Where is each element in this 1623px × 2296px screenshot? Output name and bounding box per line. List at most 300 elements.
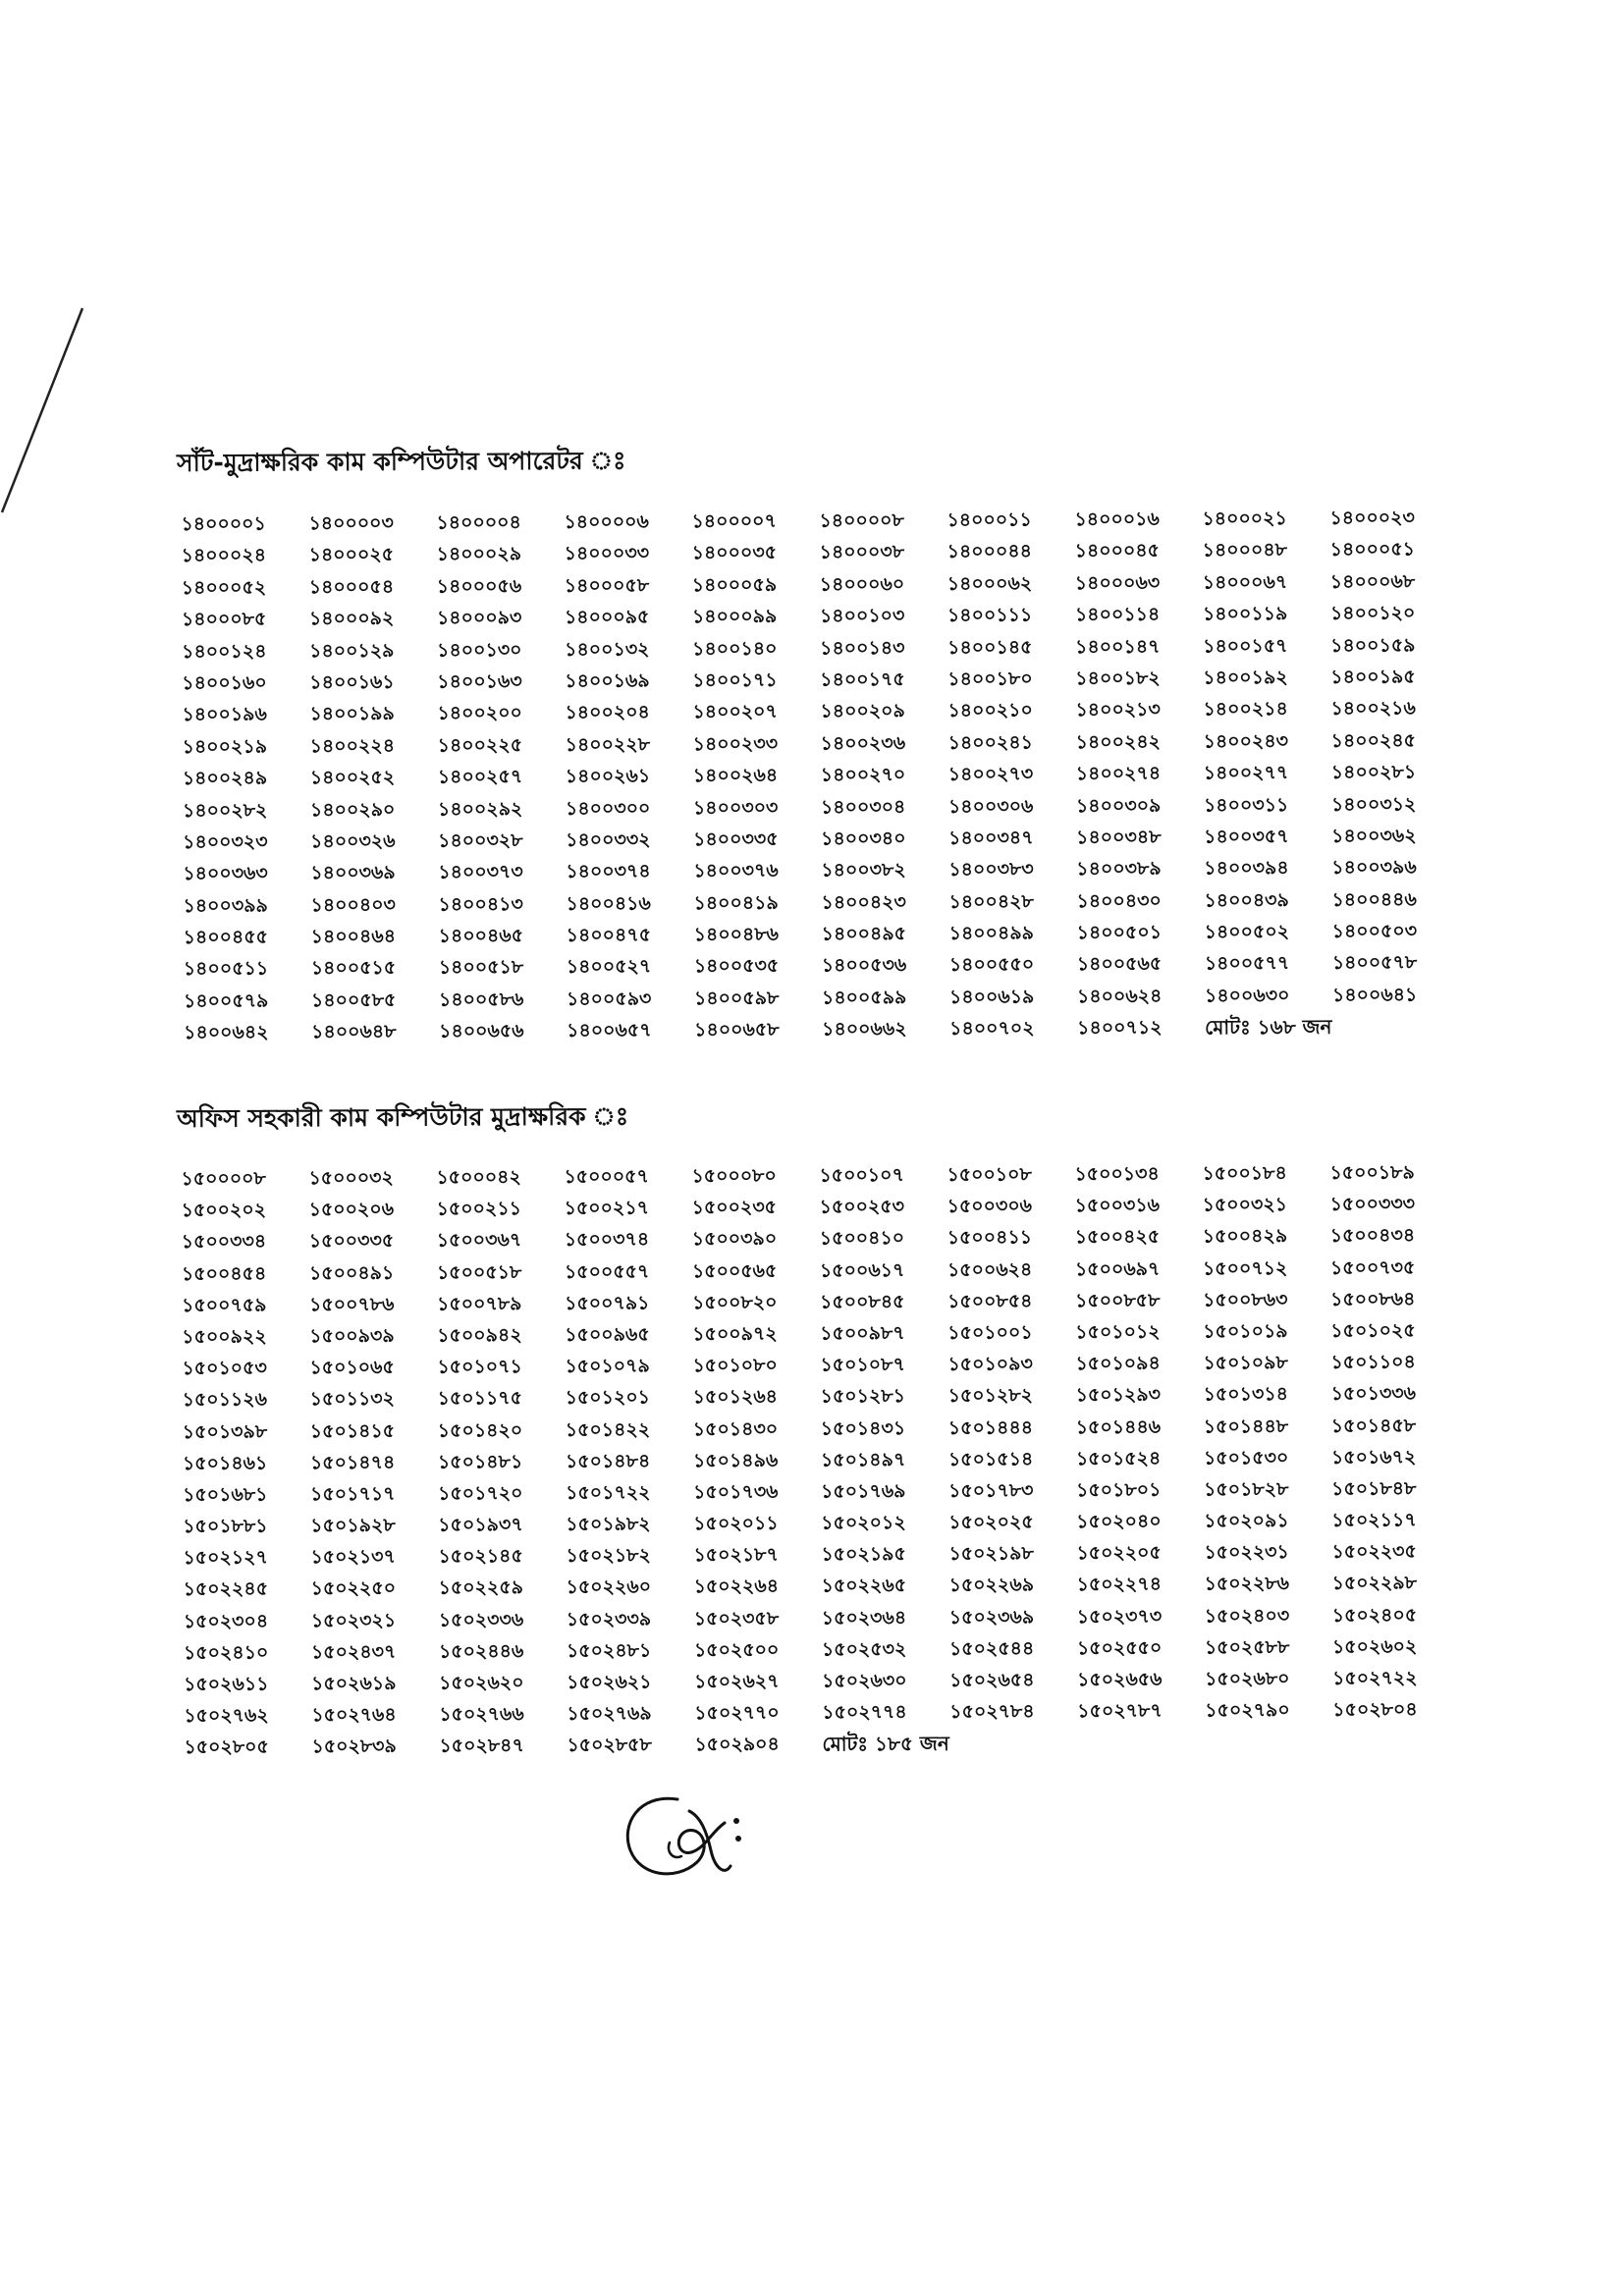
roll-number-list [181, 502, 1513, 1049]
roll-number: ১৪০০০৬৮ [1329, 570, 1416, 593]
roll-number: ১৪০০০০১ [181, 512, 266, 535]
roll-number: ১৫০১০৫৩ [182, 1357, 267, 1380]
roll-number: ১৫০০৩২১ [1202, 1194, 1288, 1216]
roll-number: ১৫০২৭৭৪ [822, 1701, 907, 1724]
roll-number: ১৫০২৫০০ [693, 1638, 780, 1662]
roll-number: ১৪০০২১৯ [182, 735, 268, 758]
roll-number: ১৫০২০৯১ [1204, 1510, 1289, 1532]
roll-number: ১৪০০৪৯৯ [948, 922, 1035, 944]
roll-number: ১৪০০৪৭৫ [566, 924, 652, 946]
roll-number: ১৪০০৪৩০ [1076, 889, 1162, 912]
roll-number: ১৫০০৯৮৭ [820, 1322, 905, 1345]
roll-number: ১৪০০২৪৯ [182, 767, 268, 790]
roll-number: ১৪০০৬৬২ [822, 1018, 907, 1041]
roll-number: ১৪০০২৭৭ [1203, 762, 1289, 784]
roll-number: ১৪০০১৭১ [692, 668, 778, 692]
roll-number: ১৫০০২১৭ [564, 1197, 650, 1220]
roll-number: ১৫০২২০৫ [1076, 1541, 1162, 1565]
roll-number: ১৫০২১৮২ [566, 1544, 651, 1568]
roll-number: ১৪০০২২৮ [565, 733, 651, 756]
roll-number: ১৫০১৭৬৯ [821, 1479, 906, 1503]
roll-number: ১৫০১৭২০ [438, 1482, 523, 1505]
roll-number: ১৫০২৩৬৪ [821, 1606, 907, 1629]
roll-number: ১৫০০৭৩৫ [1329, 1255, 1416, 1279]
roll-number: ১৫০১১২৬ [182, 1388, 268, 1412]
section-office-assistant-typist [175, 1093, 1514, 1764]
roll-number: ১৫০২২৬৯ [948, 1574, 1035, 1597]
roll-number: ১৫০০৫১৮ [436, 1260, 522, 1284]
roll-number: ১৫০২৬২১ [567, 1671, 652, 1693]
roll-number: ১৫০১৭৮৩ [948, 1479, 1034, 1502]
roll-number: ১৪০০১৩২ [565, 638, 650, 661]
roll-number: ১৫০১৯৩৭ [438, 1514, 523, 1536]
roll-number: ১৪০০২৩৬ [820, 731, 906, 755]
roll-number: ১৫০০৩৩৫ [308, 1230, 395, 1253]
roll-number: ১৪০০৫৭৮ [1331, 951, 1418, 975]
roll-number: ১৫০১৫৩০ [1203, 1446, 1289, 1469]
roll-number: ১৫০১৬৭২ [1330, 1446, 1417, 1468]
roll-number: ১৫০০৪৫৪ [181, 1262, 267, 1285]
roll-number: ১৫০২২৬৪ [693, 1575, 780, 1598]
roll-number: ১৪০০০৯৩ [436, 607, 522, 629]
roll-number: ১৪০০৩৪৭ [948, 827, 1034, 849]
roll-number: ১৪০০০১১ [947, 508, 1032, 531]
roll-number: ১৫০২৮৩৯ [311, 1735, 397, 1758]
roll-number: ১৪০০৩০৬ [947, 794, 1034, 818]
roll-number: ১৪০০২৬৪ [692, 764, 779, 787]
roll-number: ১৪০০১৭৫ [820, 668, 905, 691]
roll-number: ১৫০২৮০৪ [1332, 1698, 1418, 1722]
roll-number: ১৫০২১৯৮ [948, 1542, 1034, 1566]
roll-number: ১৪০০১২৪ [182, 640, 267, 663]
roll-number: ১৪০০০২৫ [308, 544, 395, 566]
roll-number: ১৪০০৩২৩ [183, 830, 268, 853]
roll-number: ১৪০০৩০০ [565, 796, 651, 820]
roll-number: ১৫০০৪৩৪ [1329, 1224, 1416, 1248]
roll-number: ১৫০২২৩১ [1204, 1541, 1289, 1564]
roll-number: ১৪০০১১৪ [1074, 603, 1161, 626]
roll-number: ১৫০০৭৮৯ [437, 1292, 522, 1315]
roll-number: ১৫০১৪৩১ [820, 1416, 906, 1440]
roll-number: ১৫০২৬৫৪ [949, 1669, 1035, 1691]
roll-number: ১৫০১৪৬১ [182, 1452, 268, 1474]
roll-number: ১৫০০৯২২ [182, 1325, 267, 1348]
roll-number: ১৫০১০৭৯ [565, 1355, 650, 1378]
roll-number: ১৪০০২১৪ [1203, 698, 1288, 721]
roll-number: ১৫০১৮০১ [1076, 1478, 1162, 1502]
roll-number: ১৫০০৫৬৫ [691, 1259, 778, 1282]
roll-number: ১৪০০০৮৫ [181, 608, 267, 631]
roll-number: ১৫০২৯০৪ [694, 1734, 780, 1756]
roll-number: ১৪০০৪৩৯ [1204, 888, 1289, 912]
roll-number: ১৫০২৩২১ [310, 1609, 397, 1631]
roll-number: ১৫০০১০৭ [819, 1164, 904, 1187]
roll-number: ১৫০২৫৮৮ [1204, 1635, 1290, 1659]
roll-number: ১৫০১২৯৩ [1075, 1384, 1162, 1407]
roll-number: ১৪০০১৬৯ [565, 669, 650, 692]
roll-number: ১৪০০৩৮২ [821, 859, 906, 881]
roll-number: ১৪০০৪১৩ [438, 892, 523, 916]
roll-number: ১৫০১১৭৫ [437, 1387, 523, 1410]
roll-number: ১৪০০০৩৩ [564, 542, 650, 565]
roll-number: ১৪০০১২৯ [309, 639, 395, 662]
roll-number: ১৫০০৮৫৮ [1075, 1289, 1161, 1311]
roll-number: ১৪০০২৮১ [1330, 761, 1417, 783]
roll-number: ১৪০০২৭০ [820, 764, 906, 786]
roll-number: ১৪০০১৬০ [182, 671, 267, 694]
roll-number: ১৪০০৫০২ [1204, 921, 1290, 943]
total-count: মোটঃ ১৬৮ জন [1205, 1015, 1332, 1040]
roll-number: ১৫০২৬১১ [184, 1673, 269, 1695]
roll-number: ১৫০২২৮৬ [1204, 1573, 1290, 1595]
roll-number: ১৫০২৪৮১ [566, 1639, 652, 1662]
roll-number: ১৪০০৪৬৪ [310, 925, 397, 948]
roll-number: ১৫০০৮৫৪ [947, 1290, 1033, 1312]
roll-number: ১৪০০৪৬৫ [438, 925, 524, 947]
roll-number: ১৪০০১১৯ [1202, 603, 1288, 625]
roll-number: ১৪০০৩৪৮ [1076, 826, 1162, 849]
roll-number: ১৫০১৪৭৪ [309, 1451, 396, 1473]
roll-number: ১৪০০২৪২ [1075, 730, 1162, 753]
roll-number: ১৫০১৪৮৪ [565, 1450, 651, 1472]
roll-number: ১৪০০৩০৯ [1075, 794, 1162, 817]
roll-number: ১৫০০৮৬৪ [1330, 1288, 1416, 1310]
roll-number: ১৫০২৭৮৪ [949, 1700, 1035, 1724]
roll-number: ১৪০০০৫৮ [564, 574, 650, 597]
roll-number: ১৫০০৭৮৬ [309, 1293, 395, 1316]
roll-number: ১৪০০২০৯ [820, 700, 905, 722]
roll-number: ১৫০১২০১ [565, 1386, 651, 1410]
roll-number: ১৪০০৫১৮ [438, 956, 524, 980]
roll-number: ১৫০১৭১৭ [310, 1482, 396, 1506]
roll-number: ১৪০০৩৩৫ [693, 828, 779, 851]
section-heading: অফিস সহকারী কাম কম্পিউটার মুদ্রাক্ষরিক ঃ [177, 1101, 629, 1133]
roll-number: ১৪০০৪৮৬ [693, 923, 780, 946]
roll-number: ১৫০০৯৭২ [692, 1322, 778, 1346]
roll-number: ১৫০২৬৮০ [1205, 1668, 1290, 1690]
roll-number: ১৫০০৯৬৫ [565, 1323, 650, 1346]
roll-number: ১৪০০১৫৭ [1203, 634, 1288, 658]
signature [617, 1782, 754, 1890]
roll-number: ১৫০২৫৫০ [1076, 1636, 1163, 1660]
roll-number: ১৫০১৪৩০ [692, 1417, 779, 1440]
roll-number: ১৪০০০৫২ [181, 576, 267, 599]
roll-number: ১৪০০৫৬৫ [1076, 953, 1163, 976]
roll-number: ১৫০০০৩২ [308, 1166, 394, 1190]
roll-number: ১৪০০৬২৪ [1076, 985, 1163, 1008]
roll-number: ১৪০০০৫৯ [691, 573, 778, 597]
roll-number: ১৪০০০১৬ [1074, 507, 1160, 531]
roll-number: ১৫০১২৬৪ [692, 1386, 779, 1409]
roll-number: ১৫০২২৫৯ [438, 1576, 524, 1600]
roll-number: ১৪০০০৯২ [308, 608, 395, 630]
roll-number: ১৫০০৭১২ [1202, 1256, 1288, 1280]
roll-number: ১৫০০৪১১ [947, 1226, 1033, 1250]
roll-number: ১৫০২২৫০ [310, 1577, 397, 1600]
roll-number: ১৫০০৮২০ [692, 1291, 778, 1313]
roll-number: ১৪০০০৬২ [947, 572, 1033, 595]
roll-number: ১৫০০১৮৯ [1329, 1161, 1415, 1184]
roll-number: ১৫০০৫৫৭ [564, 1260, 650, 1283]
roll-number: ১৫০১০২৫ [1330, 1319, 1416, 1342]
roll-number: ১৪০০২২৪ [309, 734, 396, 758]
roll-number: ১৫০১৫১৪ [947, 1448, 1034, 1470]
roll-number: ১৫০২৩৬৯ [948, 1606, 1035, 1629]
roll-number: ১৫০১৬৮১ [183, 1483, 268, 1506]
roll-number: ১৪০০৫৯৮ [693, 987, 780, 1010]
roll-number: ১৫০২৪০৩ [1204, 1604, 1290, 1628]
roll-number: ১৪০০০২৪ [181, 544, 267, 567]
roll-number: ১৫০০৭৯১ [565, 1292, 650, 1314]
roll-number: ১৪০০৩১২ [1330, 792, 1417, 816]
roll-number: ১৫০১৫২৪ [1075, 1447, 1162, 1469]
roll-number: ১৪০০৫৩৬ [821, 954, 907, 978]
roll-number: ১৫০২৪৩৭ [310, 1640, 397, 1664]
roll-number: ১৪০০৩৭৬ [693, 860, 779, 882]
roll-number: ১৪০০৪১৬ [566, 892, 651, 915]
roll-number: ১৪০০০০৭ [691, 509, 777, 533]
roll-number: ১৫০০১০৮ [947, 1163, 1032, 1186]
roll-number: ১৪০০৬৪৮ [311, 1021, 397, 1043]
roll-number: ১৫০২০১২ [821, 1512, 906, 1534]
roll-number: ১৪০০৪২৩ [821, 890, 906, 914]
roll-number: ১৫০২৬৫৬ [1077, 1668, 1163, 1691]
roll-number: ১৫০১০৯৩ [947, 1353, 1033, 1376]
roll-number: ১৫০২৫৩২ [821, 1637, 907, 1661]
roll-number: ১৫০০৯৩৯ [309, 1324, 395, 1348]
roll-number: ১৫০২২৭৪ [1076, 1574, 1163, 1596]
roll-number: ১৪০০২৫৭ [437, 766, 523, 788]
roll-number: ১৪০০৫০১ [1076, 921, 1163, 944]
roll-number: ১৪০০৬১৯ [948, 986, 1035, 1008]
roll-number: ১৫০২২৪৫ [183, 1577, 269, 1601]
section-stenographer-computer-operator [175, 437, 1513, 1049]
roll-number: ১৫০০৪২৫ [1074, 1226, 1161, 1249]
roll-number: ১৫০২২৬৫ [821, 1575, 907, 1597]
roll-number: ১৪০০১৮০ [947, 667, 1033, 690]
roll-number: ১৪০০৪৪৬ [1331, 888, 1417, 911]
roll-number: ১৪০০৫৮৬ [438, 988, 524, 1011]
roll-number: ১৪০০৩৫৭ [1204, 825, 1289, 848]
roll-number: ১৫০০০৫৭ [564, 1165, 649, 1188]
roll-number: ১৪০০২৩৩ [692, 732, 779, 755]
roll-number: ১৫০১৪৪৮ [1203, 1415, 1289, 1438]
roll-number: ১৫০১০৬৫ [309, 1356, 395, 1379]
roll-number: ১৪০০০৬৭ [1202, 570, 1288, 594]
roll-number: ১৪০০০৪৫ [1074, 540, 1161, 562]
roll-number: ১৫০১৯৮২ [566, 1513, 651, 1535]
roll-number: ১৫০১৪৪৬ [1075, 1415, 1162, 1438]
roll-number: ১৫০০৪১০ [819, 1227, 905, 1250]
roll-number: ১৫০১৪২২ [565, 1417, 651, 1441]
roll-number: ১৫০১৩৯৮ [182, 1420, 268, 1443]
roll-number: ১৫০১৭২২ [566, 1481, 651, 1504]
roll-number: ১৪০০৩৩২ [566, 828, 651, 851]
roll-number: ১৫০২৬৩০ [822, 1670, 907, 1692]
roll-number: ১৫০২৩৫৮ [693, 1607, 780, 1629]
roll-number: ১৪০০৩৬২ [1331, 825, 1417, 847]
roll-number: ১৫০২৭২২ [1332, 1667, 1418, 1689]
roll-number: ১৪০০০২১ [1202, 507, 1287, 530]
roll-number: ১৫০০৯৪২ [437, 1324, 522, 1347]
roll-number: ১৪০০০৫১ [1329, 538, 1416, 561]
roll-number: ১৪০০০০৪ [436, 511, 521, 534]
roll-number: ১৫০০০০৮ [181, 1167, 266, 1190]
roll-number: ১৫০০২১১ [436, 1198, 522, 1220]
roll-number: ১৪০০৫৭৭ [1204, 952, 1290, 975]
roll-number: ১৪০০২৭৩ [947, 763, 1034, 786]
roll-number: ১৪০০০৪৪ [947, 540, 1033, 563]
roll-number: ১৫০২০৪০ [1076, 1510, 1162, 1533]
roll-number: ১৪০০৪২৮ [948, 890, 1034, 913]
roll-number-list [181, 1156, 1513, 1764]
roll-number: ১৪০০৬৪১ [1331, 984, 1418, 1006]
roll-number: ১৪০০১৯৫ [1330, 666, 1416, 688]
roll-number: ১৪০০১২০ [1329, 602, 1416, 625]
roll-number: ১৪০০২৫২ [309, 766, 396, 789]
roll-number: ১৪০০৬৫৬ [439, 1020, 524, 1042]
roll-number: ১৪০০৬৩০ [1204, 984, 1290, 1007]
roll-number: ১৪০০৬৪২ [184, 1021, 269, 1044]
roll-number: ১৫০১৪৮১ [437, 1450, 523, 1473]
roll-number: ১৫০২৬২৭ [694, 1670, 780, 1693]
roll-number: ১৪০০০৯৯ [691, 605, 778, 628]
roll-number: ১৫০২২৩৫ [1331, 1540, 1417, 1564]
roll-number: ১৪০০৩২৮ [438, 829, 523, 852]
roll-number: ১৫০০৩৭৪ [564, 1228, 650, 1252]
roll-number: ১৫০১২৮১ [820, 1385, 906, 1408]
roll-number: ১৪০০০৫৬ [436, 574, 522, 598]
roll-number: ১৪০০৩৭৩ [438, 861, 523, 883]
roll-number: ১৫০২৩০৪ [183, 1610, 269, 1632]
roll-number: ১৪০০৩৯৬ [1331, 856, 1417, 880]
roll-number: ১৫০১১০৪ [1330, 1351, 1416, 1373]
roll-number: ১৪০০২৮২ [182, 799, 268, 822]
roll-number: ১৪০০১৫৯ [1330, 633, 1416, 657]
roll-number: ১৫০০২০২ [181, 1199, 267, 1222]
roll-number: ১৪০০৪৯৫ [821, 923, 907, 945]
roll-number: ১৪০০১৪৫ [947, 635, 1033, 659]
roll-number: ১৫০২৬২০ [439, 1672, 524, 1694]
roll-number: ১৪০০২৪৫ [1330, 729, 1417, 752]
roll-number: ১৪০০০৩৮ [819, 541, 905, 563]
roll-number: ১৫০২১৩৭ [310, 1546, 396, 1569]
roll-number: ১৪০০৫৭৯ [183, 989, 269, 1012]
roll-number: ১৪০০১৯৯ [309, 703, 395, 725]
roll-number: ১৫০২৭৬২ [184, 1704, 269, 1728]
roll-number: ১৪০০৫৩৫ [693, 955, 780, 978]
roll-number: ১৫০১৩৩৬ [1330, 1382, 1417, 1406]
roll-number: ১৪০০১৩০ [437, 638, 522, 662]
roll-number: ১৫০২৫৪৪ [948, 1637, 1035, 1660]
roll-number: ১৫০২৮৪৭ [439, 1735, 524, 1757]
roll-number: ১৪০০২১০ [947, 699, 1033, 722]
roll-number: ১৫০০৮৪৫ [820, 1290, 905, 1313]
roll-number: ১৫০০৩৩৪ [181, 1230, 267, 1254]
roll-number: ১৪০০৩৬৯ [310, 862, 396, 884]
roll-number: ১৪০০২১৩ [1075, 699, 1161, 721]
roll-number: ১৪০০৪১৯ [693, 891, 779, 914]
roll-number: ১৪০০০০৩ [308, 511, 394, 535]
roll-number: ১৪০০১৪০ [692, 637, 778, 660]
roll-number: ১৫০১৮৪৮ [1331, 1477, 1417, 1500]
roll-number: ১৪০০৩২৬ [310, 829, 396, 853]
roll-number: ১৪০০৫৯৯ [821, 986, 907, 1009]
roll-number: ১৫০১০৯৪ [1075, 1352, 1161, 1375]
roll-number: ১৫০২৩৩৯ [566, 1608, 652, 1630]
roll-number: ১৫০০৩৬৭ [436, 1229, 522, 1252]
section-heading: সাঁট-মুদ্রাক্ষরিক কাম কম্পিউটার অপারেটর ঃ [177, 446, 626, 477]
roll-number: ১৫০১৪৪৪ [947, 1415, 1034, 1439]
roll-number: ১৫০০৩৩৩ [1329, 1193, 1416, 1216]
roll-number: ১৫০০৬১৭ [819, 1258, 905, 1282]
roll-number: ১৫০২৭৭০ [694, 1701, 780, 1725]
roll-number: ১৪০০১৪৩ [820, 636, 905, 660]
roll-number: ১৫০০৬২৪ [947, 1257, 1033, 1281]
roll-number: ১৫০১৪১৫ [309, 1419, 396, 1442]
roll-number: ১৪০০৫৮৫ [310, 988, 397, 1012]
roll-number: ১৫০০৪২৯ [1202, 1225, 1288, 1248]
roll-number: ১৪০০৫১১ [183, 957, 269, 981]
roll-number: ১৫০০৬৯৭ [1074, 1257, 1161, 1280]
roll-number: ১৫০২৭৮৭ [1077, 1699, 1163, 1723]
roll-number: ১৫০০১৮৪ [1202, 1162, 1287, 1185]
roll-number: ১৫০০৮৬৩ [1203, 1288, 1288, 1311]
roll-number: ১৪০০০২৯ [436, 543, 522, 565]
roll-number: ১৫০১২৮২ [947, 1384, 1034, 1408]
roll-number: ১৫০২৬০২ [1331, 1635, 1418, 1658]
roll-number: ১৫০২৭৬৬ [439, 1703, 524, 1726]
roll-number: ১৫০০১৩৪ [1074, 1162, 1160, 1186]
roll-number: ১৪০০৬৫৭ [567, 1019, 652, 1042]
roll-number: ১৪০০১০৩ [819, 605, 905, 627]
roll-number: ১৫০১৪৯৭ [820, 1448, 906, 1471]
roll-number: ১৫০২৮০৫ [184, 1735, 269, 1759]
roll-number: ১৪০০০৬০ [819, 572, 905, 596]
roll-number: ১৪০০৫৯৩ [566, 988, 652, 1010]
roll-number: ১৫০২২৯৮ [1331, 1572, 1418, 1595]
roll-number: ১৪০০৩৭৪ [566, 860, 651, 883]
roll-number: ১৫০২০১১ [693, 1512, 779, 1535]
roll-number: ১৫০২৭৯০ [1205, 1699, 1290, 1722]
roll-number: ১৪০০০০৬ [564, 510, 649, 533]
roll-number: ১৫০১০১২ [1075, 1320, 1161, 1344]
roll-number: ১৪০০৬৫৮ [694, 1019, 780, 1041]
roll-number: ১৪০০২৪১ [947, 731, 1034, 754]
roll-number: ১৪০০৪৫৫ [183, 926, 269, 949]
roll-number: ১৫০০৩৯০ [691, 1228, 778, 1251]
roll-number: ১৫০২১২৭ [183, 1546, 268, 1570]
roll-number: ১৫০২৬১৯ [311, 1672, 397, 1695]
roll-number: ১৫০২৪০৫ [1331, 1604, 1418, 1627]
roll-number: ১৪০০৫২৭ [566, 955, 652, 979]
roll-number: ১৪০০১৯৬ [182, 703, 267, 726]
roll-number: ১৫০০০৪২ [436, 1166, 521, 1189]
roll-number: ১৪০০০৫৪ [308, 575, 395, 599]
roll-number: ১৪০০১৯২ [1203, 667, 1288, 689]
roll-number: ১৪০০২৯২ [437, 797, 523, 821]
roll-number: ১৫০০৪৯১ [308, 1261, 395, 1284]
roll-number: ১৪০০২৬১ [565, 765, 651, 788]
roll-number: ১৪০০৩১১ [1203, 793, 1289, 817]
roll-number: ১৫০০৩০৬ [947, 1195, 1033, 1218]
roll-number: ১৫০১০৭১ [437, 1356, 522, 1378]
roll-number: ১৪০০৪০৩ [310, 893, 396, 916]
roll-number: ১৫০১৪২০ [437, 1418, 523, 1442]
roll-number: ১৪০০০৯৫ [564, 606, 650, 629]
roll-number: ১৪০০৭০২ [949, 1017, 1035, 1041]
roll-number: ১৪০০১৬৩ [437, 670, 522, 693]
